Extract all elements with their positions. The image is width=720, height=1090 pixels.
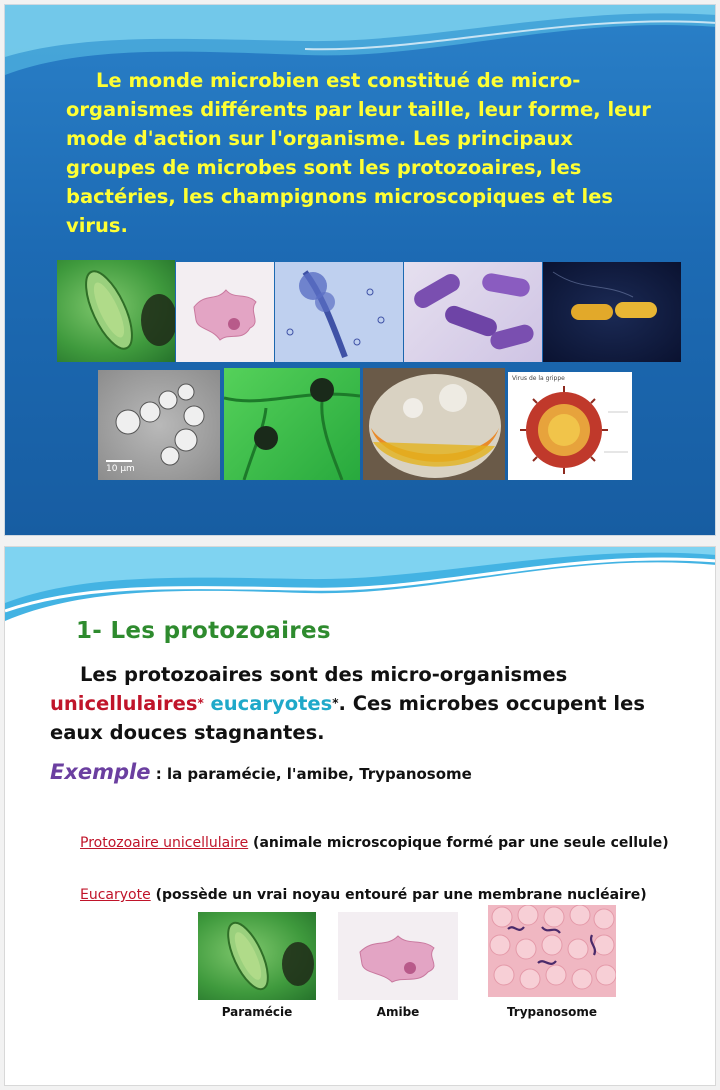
example-line	[50, 760, 472, 784]
definition-unicellulaire	[50, 833, 680, 853]
definition-text: (animale microscopique formé par une seule cellule)	[248, 835, 669, 851]
example-label: Exemple	[50, 760, 151, 784]
mold-sporangia-micrograph	[224, 368, 360, 480]
para-start: Les protozoaires sont des micro-organismes	[80, 663, 568, 686]
asterisk: *	[332, 696, 339, 710]
example-text: : la paramécie, l'amibe, Trypanosome	[150, 765, 472, 783]
term-unicellulaires: unicellulaires	[50, 692, 198, 715]
dividing-bacterium-micrograph	[543, 262, 681, 362]
definition-text: (possède un vrai noyau entouré par une membrane nucléaire)	[150, 887, 647, 903]
rod-bacteria-micrograph	[404, 262, 542, 362]
section-title: 1- Les protozoaires	[76, 618, 331, 644]
asterisk: *	[197, 696, 204, 710]
intro-paragraph: Le monde microbien est constitué de micro-organismes différents par leur taille, leur forme, leur mode d'action sur l'organisme. Les principaux groupes de microbes sont les protozoaires, les bactéries, les champignons microscopiques et les virus.	[66, 69, 651, 237]
scale-bar-label: 10 µm	[106, 464, 135, 474]
definition-eucaryote	[50, 885, 680, 905]
term-eucaryotes: eucaryotes	[210, 692, 333, 715]
definition-term: Protozoaire unicellulaire	[80, 835, 249, 851]
paramecium-micrograph	[198, 912, 316, 1000]
trypanosome-blood-smear	[488, 905, 616, 997]
para-end: . Ces microbes occupent les eaux douces stagnantes.	[50, 692, 645, 744]
protozoa-definition-paragraph	[50, 660, 690, 747]
caption-amibe: Amibe	[376, 1005, 420, 1019]
amoeba-micrograph	[338, 912, 458, 1000]
amoeba-micrograph	[176, 262, 274, 362]
caption-paramecie: Paramécie	[221, 1005, 293, 1019]
paramecium-micrograph	[57, 260, 175, 362]
definition-term: Eucaryote	[80, 887, 151, 903]
moldy-fruit-photo	[363, 368, 505, 480]
virus-figure-title: Virus de la grippe	[512, 375, 565, 382]
influenza-virus-diagram	[508, 372, 632, 480]
aspergillus-micrograph	[275, 262, 403, 362]
caption-trypanosome: Trypanosome	[506, 1005, 598, 1019]
yeast-micrograph	[98, 370, 220, 480]
